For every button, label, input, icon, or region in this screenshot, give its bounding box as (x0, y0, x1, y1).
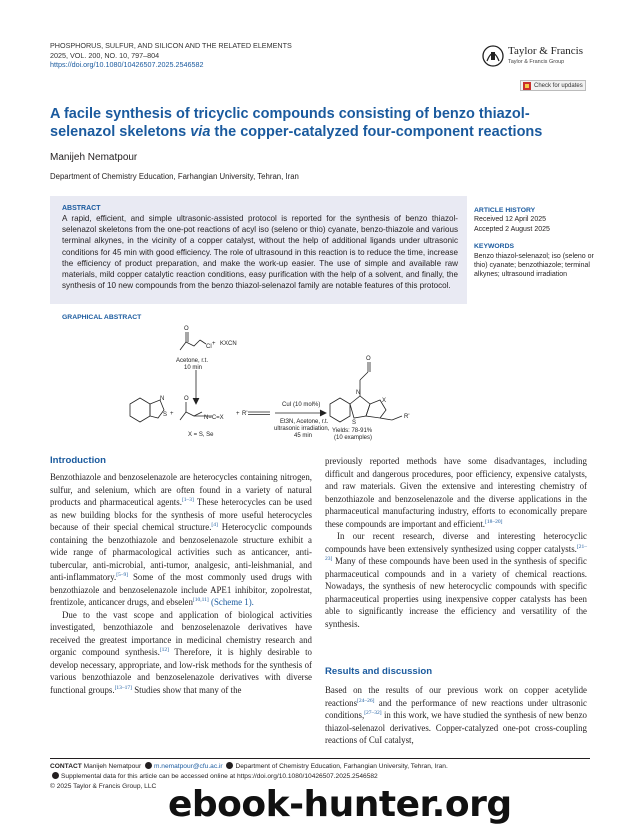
scheme-examples: (10 examples) (334, 435, 373, 441)
results-column (325, 684, 587, 747)
scheme-r2: R' (404, 414, 410, 420)
watermark: ebook-hunter.org (168, 784, 512, 825)
col2-paragraph-1 (325, 455, 587, 530)
ref-4[interactable]: [10,11] (192, 597, 209, 604)
title-part2: the copper-catalyzed four-component reactions (210, 123, 543, 140)
scheme-ncx: N=C=X (204, 415, 224, 421)
scheme-n-2: N (356, 390, 361, 396)
title-italic: via (190, 123, 211, 140)
ref-10[interactable]: [27–32] (364, 710, 382, 717)
scheme-x: X (382, 398, 387, 404)
doi-link[interactable]: https://doi.org/10.1080/10426507.2025.2546582 (50, 60, 204, 70)
scheme-plus-2: + (170, 411, 174, 417)
col2-paragraph-2 (325, 530, 587, 630)
col2-p2: In our recent research, diverse and interesting heterocyclic compounds have been extensively synthesized using copper catalysts. (325, 531, 587, 554)
scheme-oxygen-3: O (366, 356, 371, 362)
res-p3b: and the performance of new reactions under ultrasonic conditions, (325, 697, 587, 720)
scheme-plus-1: + (212, 341, 216, 347)
ref-2[interactable]: [4] (211, 522, 218, 529)
footer-rule (50, 758, 590, 759)
scheme-catalyst: CuI (10 mol%) (282, 402, 321, 408)
scheme-n-1: N (160, 396, 165, 402)
publisher-group: Taylor & Francis Group (508, 59, 565, 65)
ref-1[interactable]: [1–3] (181, 497, 194, 504)
keywords-list: Benzo thiazol-selenazol; iso (seleno or thio) cyanate; benzothiazole; terminal alkynes; ultrasound irradiation (474, 252, 594, 279)
res-p3c: in this work, we have studied the synthesis of new benzo thiazol-selenazol derivatives. Copper-catalyzed one-pot cross-coupling reactions of CuI catalyst, (325, 710, 587, 745)
scheme-yields: Yields: 78-91% (332, 428, 373, 434)
ref-7[interactable]: [18–20] (485, 518, 503, 525)
scheme-oxygen-1: O (184, 326, 189, 332)
scheme-s-2: S (352, 420, 357, 426)
intro-p2a: Due to the vast scope and application of biological activities investigated, benzothiazole and benzoselenazole derivatives have received the greatest importance in medicinal chemistry research and organic compound synthesis. (50, 609, 312, 657)
check-updates-icon (523, 82, 531, 90)
scheme-reagent: KXCN (220, 341, 237, 347)
contact-line (50, 762, 590, 772)
ref-3[interactable]: [5–9] (116, 572, 129, 579)
intro-p1b: These heterocycles can be used as new building blocks for the synthesis of more useful heterocycles because of their special chemical structure. (50, 497, 312, 532)
reaction-scheme (120, 320, 480, 445)
intro-paragraph-1 (50, 471, 312, 609)
journal-info (50, 41, 292, 70)
graphical-abstract-heading: GRAPHICAL ABSTRACT (62, 314, 142, 321)
supplemental-line (50, 772, 590, 782)
scheme-cond3: 45 min (294, 433, 313, 439)
email-link[interactable]: m.nematpour@cfu.ac.ir (153, 763, 223, 770)
contact-label: CONTACT (50, 763, 82, 770)
body-column-left (50, 471, 312, 696)
scheme-r1: R' (242, 411, 248, 417)
publisher-name: Taylor & Francis (508, 45, 583, 57)
ref-5[interactable]: [12] (159, 647, 170, 654)
scheme-x-def: X = S, Se (188, 432, 214, 438)
res-p3: Based on the results of our previous work on copper acetylide reactions (325, 685, 587, 708)
scheme-oxygen-2: O (184, 396, 189, 402)
scheme-cond2: ultrasonic irradiation, (274, 426, 330, 432)
scheme-s-1: S (163, 412, 168, 418)
contact-name: Manijeh Nematpour (83, 763, 142, 770)
intro-p1c: Heterocyclic compounds containing the benzothiazole and benzoselenazole structure exhibit a wide range of pharmacological activities such as anticancer, anti-tubercular, anti-microbial, anti-tumor, analgesic, anti-leishmanial, and anti-inflammatory. (50, 522, 312, 582)
supplemental-icon (52, 772, 59, 779)
ref-8[interactable]: [21–23] (325, 543, 587, 563)
intro-p1a: Benzothiazole and benzoselenazole are heterocycles containing nitrogen, sulfur, and selenium, which are often found in a variety of natural products and pharmaceutical agents. (50, 472, 312, 507)
journal-name: PHOSPHORUS, SULFUR, AND SILICON AND THE RELATED ELEMENTS (50, 41, 292, 50)
results-heading: Results and discussion (325, 666, 433, 677)
supplemental-text[interactable]: Supplemental data for this article can be accessed online at https://doi.org/10.1080/10426507.2025.2546582 (61, 773, 378, 780)
scheme-step1-line1: Acetone, r.t. (176, 358, 209, 364)
title-part1: A facile synthesis of tricyclic compounds consisting of benzo thiazol-selenazol skeletons (50, 106, 530, 140)
col2-p2b: Many of these compounds have been used in the synthesis of specific pharmaceutical compounds and in a variety of chemical reactions. Nowadays, the synthesis of new heterocyclic compounds with specific pharmaceutical properties using inexpensive copper catalysts has been able to significantly increase the efficiency and versatility of the synthesis. (325, 556, 587, 629)
scheme-plus-3: + (236, 411, 240, 417)
scheme-1-link[interactable]: (Scheme 1). (208, 597, 254, 607)
article-sidebar (474, 206, 594, 280)
location-icon (226, 762, 233, 769)
check-updates-label: Check for updates (534, 82, 583, 89)
contact-dept: Department of Chemistry Education, Farhangian University, Tehran, Iran. (235, 763, 448, 770)
col2-p1: previously reported methods have some disadvantages, including difficult and dangerous procedures, poor efficiency, expensive catalysts, and raw materials. Given the extensive and interesting chemistry of benzothiazole and benzoselenazole and the diverse applications in the pharmaceutical manufacturing industry, efforts to economically prepare these compounds are important and efficient. (325, 456, 587, 529)
article-title (50, 106, 590, 141)
intro-p2b: Therefore, it is highly desirable to develop necessary, appropriate, and low-risk methods for the synthesis of various benzothiazole and benzoselenazole derivatives with diverse functional groups. (50, 647, 312, 695)
ref-6[interactable]: [13–17] (114, 684, 132, 691)
scheme-cond1: Et3N, Acetone, r.t. (280, 419, 329, 425)
ref-9[interactable]: [24–26] (357, 697, 375, 704)
intro-paragraph-2 (50, 609, 312, 697)
body-column-right (325, 455, 587, 630)
check-updates-button[interactable] (520, 80, 586, 91)
scheme-chlorine: Cl (206, 344, 212, 350)
intro-p2c: Studies show that many of the (132, 684, 242, 695)
email-icon (145, 762, 152, 769)
intro-p1d: Some of the most commonly used drugs with benzothiazole and benzoselenazole include APE1 inhibitor, zopolrestat, frentizole, anticancer drugs, and ebselen (50, 572, 312, 607)
received-date: Received 12 April 2025 (474, 216, 546, 224)
keywords-heading: KEYWORDS (474, 243, 515, 251)
abstract-heading: ABSTRACT (62, 205, 101, 212)
abstract-text: A rapid, efficient, and simple ultrasonic-assisted protocol is reported for the synthesis of benzo thiazol-selenazol skeletons from the one-pot reactions of acyl iso (seleno or thio) cyanate, benzo-thiazole and various terminal alkynes, in the vicinity of a copper catalyst, without the help of additional ligands under ultrasonic conditions for 45 min with good efficiency. The role of ultrasound in this reaction is to reduce the time, increase the efficiency of product preparation, and make the work-up easier. The use of simple and available raw materials, mild copper catalytic reaction conditions, easy purification with the help of a solvent, and finally, the synthesis of 10 new compounds from the benzo thiazol-selenazol family are notable features of this protocol. (62, 214, 458, 291)
journal-volume: 2025, VOL. 200, NO. 10, 797–804 (50, 50, 160, 60)
affiliation: Department of Chemistry Education, Farhangian University, Tehran, Iran (50, 172, 299, 181)
accepted-date: Accepted 2 August 2025 (474, 225, 550, 233)
scheme-step1-line2: 10 min (184, 365, 203, 371)
results-paragraph-1 (325, 684, 587, 747)
introduction-heading: Introduction (50, 455, 106, 466)
history-heading: ARTICLE HISTORY (474, 207, 536, 214)
author-name[interactable]: Manijeh Nematpour (50, 152, 138, 163)
copyright: © 2025 Taylor & Francis Group, LLC (50, 783, 157, 790)
